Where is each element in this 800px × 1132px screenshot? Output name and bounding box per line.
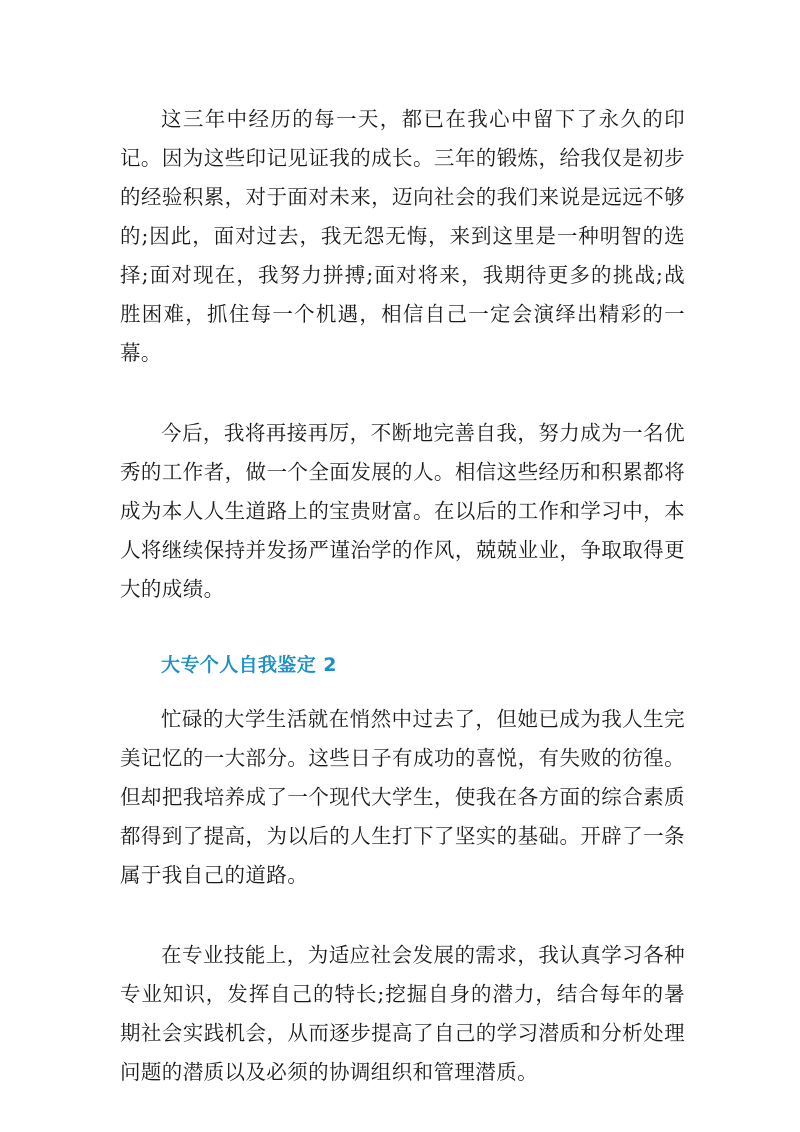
paragraph: 忙碌的大学生活就在悄然中过去了，但她已成为我人生完美记忆的一大部分。这些日子有成功的喜悦，有失败的彷徨。但却把我培养成了一个现代大学生，使我在各方面的综合素质都得到了提高，为以后的人生打下了坚实的基础。开辟了一条属于我自己的道路。: [120, 707, 685, 887]
paragraph: 今后，我将再接再厉，不断地完善自我，努力成为一名优秀的工作者，做一个全面发展的人。相信这些经历和积累都将成为本人人生道路上的宝贵财富。在以后的工作和学习中，本人将继续保持并发扬严谨治学的作风，兢兢业业，争取取得更大的成绩。: [120, 421, 685, 601]
document-page: [120, 100, 685, 1092]
paragraph: 在专业技能上，为适应社会发展的需求，我认真学习各种专业知识，发挥自己的特长;挖掘自身的潜力，结合每年的暑期社会实践机会，从而逐步提高了自己的学习潜质和分析处理问题的潜质以及必须的协调组织和管理潜质。: [120, 943, 685, 1084]
paragraph: 这三年中经历的每一天，都已在我心中留下了永久的印记。因为这些印记见证我的成长。三年的锻炼，给我仅是初步的经验积累，对于面对未来，迈向社会的我们来说是远远不够的;因此，面对过去，我无怨无悔，来到这里是一种明智的选择;面对现在，我努力拼搏;面对将来，我期待更多的挑战;战胜困难，抓住每一个机遇，相信自己一定会演绎出精彩的一幕。: [120, 107, 685, 365]
section-heading: 大专个人自我鉴定 2: [161, 654, 337, 676]
